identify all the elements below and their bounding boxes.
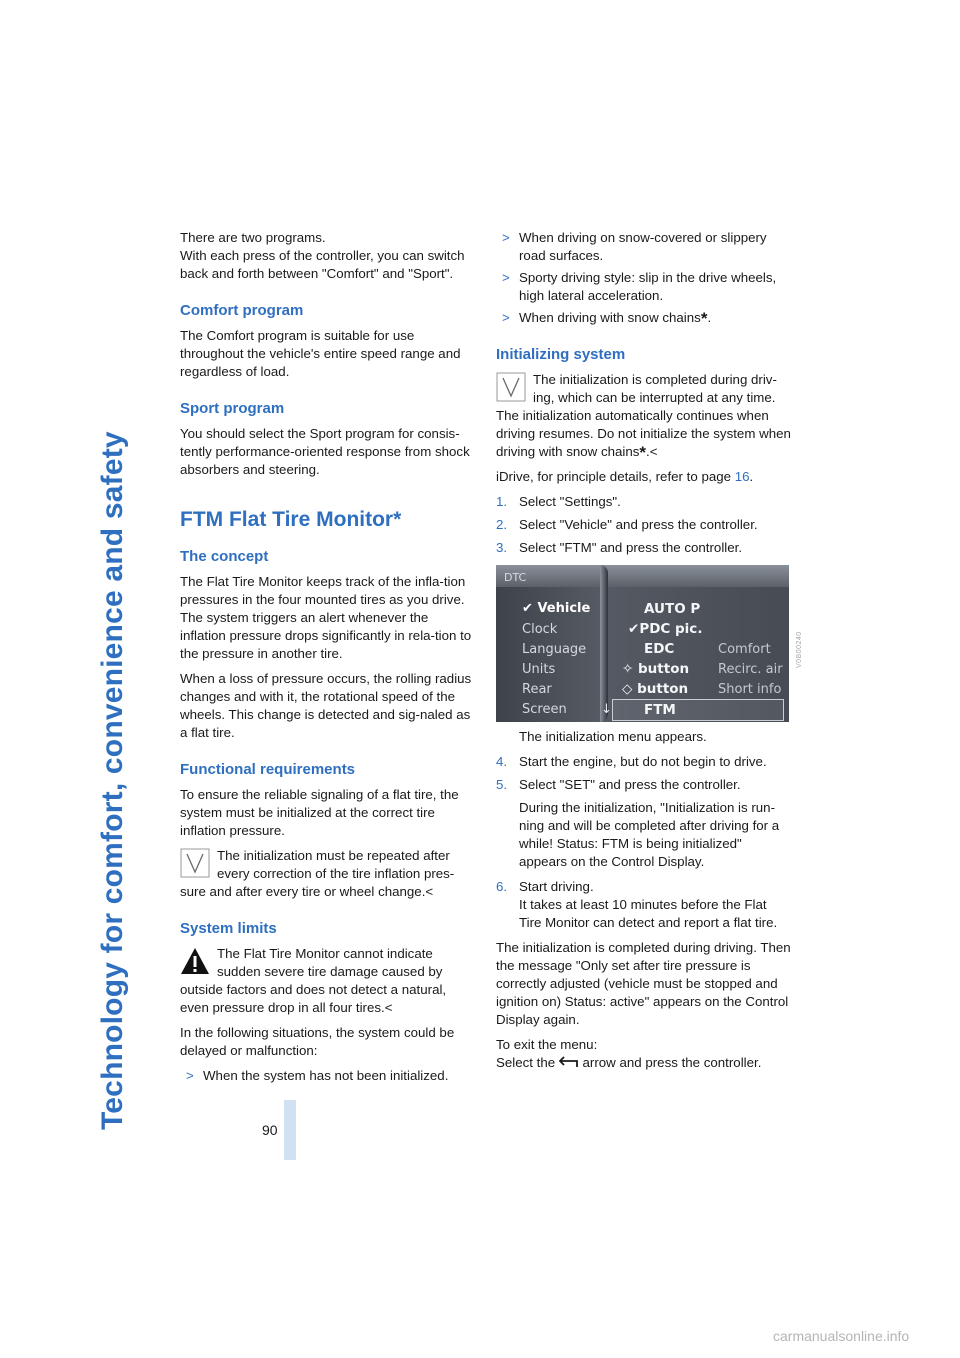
page-number: 90	[262, 1122, 278, 1138]
display-selection-box	[612, 699, 784, 721]
bullet-mark: >	[502, 310, 510, 325]
func-title: Functional requirements	[180, 761, 356, 778]
ftm-title: FTM Flat Tire Monitor*	[180, 508, 402, 531]
page-bar	[284, 1100, 296, 1160]
exit-line-2a: Select the	[496, 1055, 559, 1070]
bullet-mark: >	[502, 270, 510, 285]
sport-text: You should select the Sport program for consis-tently performance-oriented response from shock absorbers and steering.	[180, 426, 470, 477]
image-code: V0B00240	[796, 631, 803, 668]
intro-line-2: With each press of the controller, you can switch back and forth between "Comfort" and "Sport".	[180, 248, 465, 281]
func-note	[180, 847, 475, 901]
comfort-title: Comfort program	[180, 302, 304, 319]
end-mark: <	[384, 1000, 393, 1015]
exit-line-2b: arrow and press the controller.	[578, 1055, 762, 1070]
display-left-item: Screen	[522, 702, 567, 717]
end-mark: <	[649, 444, 658, 459]
limits-title: System limits	[180, 920, 277, 937]
display-mid-item: EDC	[644, 641, 675, 657]
scroll-arrow-icon: ↓	[601, 702, 612, 717]
comfort-text: The Comfort program is suitable for use throughout the vehicle's entire speed range and regardless of load.	[180, 328, 461, 379]
limits-text: In the following situations, the system could be delayed or malfunction:	[180, 1025, 455, 1058]
step-text: Select "FTM" and press the controller.	[519, 540, 743, 555]
step-num: 3.	[496, 540, 508, 555]
check-icon: ✔	[522, 601, 533, 616]
display-mid-item-ftm: FTM	[644, 702, 676, 718]
limits-note-text: The Flat Tire Monitor cannot indicate sudden severe tire damage caused by outside factors and does not detect a natural, even pressure drop in all four tires.	[180, 946, 447, 1015]
display-mid-item-button-1	[622, 660, 689, 678]
concept-p1: The Flat Tire Monitor keeps track of the infla-tion pressures in the four mounted tires as you drive. The system triggers an alert whenever the inflation pressure drops significantly in rela-tion to the pressure in another tire.	[180, 574, 472, 661]
step-num: 5.	[496, 777, 508, 792]
concept-p2: When a loss of pressure occurs, the rolling radius changes and with it, the rotational speed of the wheels. This change is detected and sig-naled as a flat tire.	[180, 671, 472, 740]
bullet-1-text: When driving on snow-covered or slippery road surfaces.	[519, 230, 767, 263]
note-icon	[496, 372, 526, 402]
side-title: Technology for comfort, convenience and safety	[96, 431, 129, 1130]
asterisk: *	[639, 443, 647, 462]
bullet-3: > When driving with snow chains*.	[502, 309, 712, 328]
right-column	[496, 229, 792, 1072]
display-right-item: Recirc. air	[718, 662, 783, 677]
step-text: Start the engine, but do not begin to drive.	[519, 754, 767, 769]
display-divider	[600, 565, 608, 722]
display-left-item: Units	[522, 662, 556, 677]
idrive-text: iDrive, for principle details, refer to page	[496, 469, 735, 484]
limits-note	[180, 945, 475, 1017]
step-num: 2.	[496, 517, 508, 532]
asterisk: *	[700, 309, 708, 328]
step-2	[496, 516, 792, 534]
init-note-text: The initialization is completed during driv-ing, which can be interrupted at any time. The initialization automatically continues when driving resumes. Do not initialize the system when driving with snow chains	[496, 372, 791, 459]
warning-icon	[180, 946, 210, 976]
step-num: 1.	[496, 494, 508, 509]
display-left-label: Vehicle	[537, 601, 591, 616]
step-6	[496, 878, 792, 896]
func-note-text: The initialization must be repeated after every correction of the tire inflation pres-sure and after every tire or wheel change.	[180, 848, 455, 899]
dpad-icon: ✧	[622, 661, 634, 677]
after-image-text: The initialization menu appears.	[519, 729, 707, 744]
exit-line-1: To exit the menu:	[496, 1037, 598, 1052]
check-icon: ✔	[628, 621, 640, 637]
step-text: Select "Vehicle" and press the controller.	[519, 517, 758, 532]
bullet-2-text: Sporty driving style: slip in the drive wheels, high lateral acceleration.	[519, 270, 777, 303]
control-display-image	[496, 565, 789, 722]
display-mid-label: button	[638, 661, 690, 677]
step-1	[496, 493, 792, 511]
step-6-detail: It takes at least 10 minutes before the Flat Tire Monitor can detect and report a flat tire.	[519, 897, 778, 930]
display-left-item-vehicle	[522, 600, 590, 618]
page-link[interactable]: 16	[734, 469, 750, 484]
concept-title: The concept	[180, 548, 269, 565]
note-icon	[180, 848, 210, 878]
step-5	[496, 776, 792, 794]
display-left-item: Rear	[522, 682, 552, 697]
step-4	[496, 753, 792, 771]
init-title: Initializing system	[496, 346, 626, 363]
display-mid-item-pdc	[628, 620, 702, 638]
step-3	[496, 539, 792, 557]
exit-text	[496, 1036, 792, 1072]
step-num: 6.	[496, 879, 508, 894]
display-mid-label: button	[637, 681, 689, 697]
step-5-detail: During the initialization, "Initialization is run-ning and will be completed after driving for a while! Status: FTM is being initialized" appears on the Control Display.	[519, 800, 780, 869]
bullet-1	[496, 229, 792, 265]
display-top-label: DTC	[504, 571, 527, 584]
bullet-3-text: When driving with snow chains	[519, 310, 701, 325]
watermark: carmanualsonline.info	[773, 1328, 910, 1344]
display-mid-label: PDC pic.	[639, 621, 703, 637]
display-mid-item-button-2	[622, 680, 688, 698]
display-left-item: Language	[522, 642, 587, 657]
display-left-item: Clock	[522, 622, 558, 637]
end-mark: <	[425, 884, 434, 899]
limits-bullet-text: When the system has not been initialized.	[203, 1068, 449, 1083]
idrive-line: iDrive, for principle details, refer to page 16.	[496, 469, 754, 484]
step-text: Select "Settings".	[519, 494, 621, 509]
back-arrow-icon	[559, 1056, 579, 1068]
display-right-item: Short info	[718, 682, 782, 697]
func-text: To ensure the reliable signaling of a flat tire, the system must be initialized at the correct tire inflation pressure.	[180, 787, 459, 838]
step-text: Start driving.	[519, 879, 594, 894]
bullet-mark: >	[502, 230, 510, 245]
step-text: Select "SET" and press the controller.	[519, 777, 741, 792]
display-mid-item: AUTO P	[644, 601, 701, 617]
display-right-item: Comfort	[718, 642, 771, 657]
left-column	[180, 229, 475, 1089]
bullet-2	[496, 269, 792, 305]
limits-bullet	[180, 1067, 475, 1085]
intro-line-1: There are two programs.	[180, 230, 326, 245]
diamond-icon: ◇	[622, 681, 633, 697]
completed-text: The initialization is completed during driving. Then the message "Only set after tire pressure is correctly adjusted (vehicle must be stopped and ignition on) Status: active" appears on the Control Display again.	[496, 940, 791, 1027]
sport-title: Sport program	[180, 400, 285, 417]
bullet-mark: >	[186, 1068, 194, 1083]
step-num: 4.	[496, 754, 508, 769]
init-note: The initialization is completed during driv-ing, which can be interrupted at any time. The initialization automatically continues when driving resumes. Do not initialize the system when driving with snow chains*.<	[496, 372, 791, 462]
display-topbar	[496, 565, 789, 587]
